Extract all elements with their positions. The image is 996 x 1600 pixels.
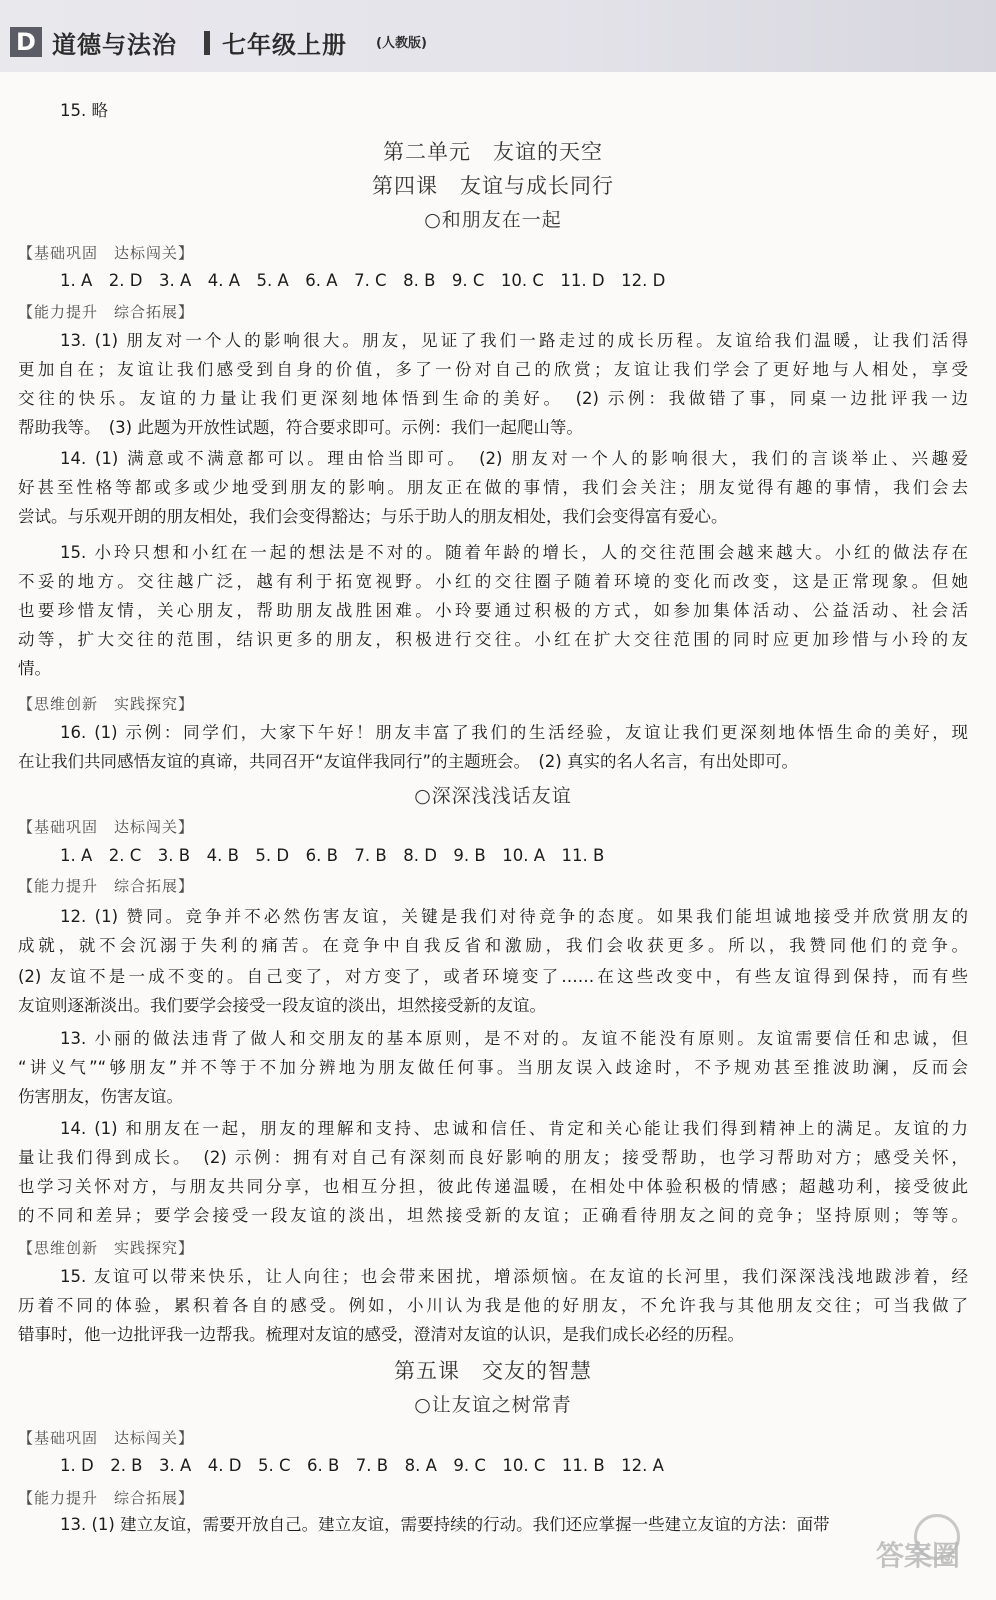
answer-line: 14. (1) 和朋友在一起，朋友的理解和支持、忠诚和信任、肯定和关心能让我们得到精神上的满足。友谊的力 [60,1119,968,1138]
answer-line: 帮助我等。 (3) 此题为开放性试题，符合要求即可。示例：我们一起爬山等。 [18,418,583,437]
answer-line: 15. 略 [60,101,108,120]
answer-line: 15. 小玲只想和小红在一起的想法是不对的。随着年龄的增长，人的交往范围会越来越大。小红的做法存在 [60,543,968,562]
header-divider [204,31,210,55]
answer-line: (2) 友谊不是一成不变的。自己变了，对方变了，或者环境变了……在这些改变中，有些友谊得到保持，而有些 [18,967,968,986]
answer-line: 在让我们共同感悟友谊的真谛，共同召开“友谊伴我同行”的主题班会。 (2) 真实的名人名言，有出处即可。 [18,752,798,771]
section-tag: 【思维创新 实践探究】 [18,1239,195,1257]
answer-line: 情。 [18,659,51,678]
section-title: ○深深浅浅话友谊 [414,785,572,807]
section-title: ○让友谊之树常青 [414,1394,572,1416]
answer-line: 交往的快乐。友谊的力量让我们更深刻地体悟到生命的美好。 (2) 示例：我做错了事，同桌一边批评我一边 [18,389,968,408]
answer-line: 伤害朋友，伤害友谊。 [18,1087,183,1106]
unit-title: 第二单元 友谊的天空 [383,140,603,164]
answer-line: 友谊则逐渐淡出。我们要学会接受一段友谊的淡出，坦然接受新的友谊。 [18,996,546,1015]
section-tag: 【思维创新 实践探究】 [18,695,195,713]
answer-line: 历着不同的体验，累积着各自的感受。例如，小川认为我是他的好朋友，不允许我与其他朋友交往；可当我做了 [18,1296,968,1315]
section-tag: 【能力提升 综合拓展】 [18,303,195,321]
section-tag: 【能力提升 综合拓展】 [18,877,195,895]
answer-line: 也要珍惜友情，关心朋友，帮助朋友战胜困难。小玲要通过积极的方式，如参加集体活动、公益活动、社会活 [18,601,968,620]
answer-line: 动等，扩大交往的范围，结识更多的朋友，积极进行交往。小红在扩大交往范围的同时应更加珍惜与小玲的友 [18,630,968,649]
answer-line: 不妥的地方。交往越广泛，越有利于拓宽视野。小红的交往圈子随着环境的变化而改变，这是正常现象。但她 [18,572,968,591]
answer-line: 15. 友谊可以带来快乐，让人向往；也会带来困扰，增添烦恼。在友谊的长河里，我们深深浅浅地跋涉着，经 [60,1267,968,1286]
answer-line: 16. (1) 示例：同学们，大家下午好！朋友丰富了我们的生活经验，友谊让我们更深刻地体悟生命的美好，现 [60,723,968,742]
answer-line: 14. (1) 满意或不满意都可以。理由恰当即可。 (2) 朋友对一个人的影响很大，我们的言谈举止、兴趣爱 [60,449,968,468]
answer-line: 尝试。与乐观开朗的朋友相处，我们会变得豁达；与乐于助人的朋友相处，我们会变得富有爱心。 [18,507,728,526]
section-tag: 【基础巩固 达标闯关】 [18,1429,195,1447]
page-header [0,0,996,72]
answer-line: 也学习关怀对方，与朋友共同分享，也相互分担，彼此传递温暖，在相处中体验积极的情感；超越功利，接受彼此 [18,1177,968,1196]
subject-badge: D [10,27,42,57]
grade-title: 七年级上册 [222,31,347,59]
answer-line: 错事时，他一边批评我一边帮我。梳理对友谊的感受，澄清对友谊的认识，是我们成长必经的历程。 [18,1325,744,1344]
lesson-title: 第四课 友谊与成长同行 [372,174,614,198]
answer-line: 13. (1) 朋友对一个人的影响很大。朋友，见证了我们一路走过的成长历程。友谊给我们温暖，让我们活得 [60,331,968,350]
answer-line: 12. (1) 赞同。竞争并不必然伤害友谊，关键是我们对待竞争的态度。如果我们能坦诚地接受并欣赏朋友的 [60,907,968,926]
section-title: ○和朋友在一起 [424,209,562,231]
lesson-title: 第五课 交友的智慧 [394,1359,592,1383]
edition-label: (人教版) [376,36,427,51]
answer-line: 13. (1) 建立友谊，需要开放自己。建立友谊，需要持续的行动。我们还应掌握一些建立友谊的方法：面带 [60,1515,830,1534]
answer-line: 的不同和差异；要学会接受一段友谊的淡出，坦然接受新的友谊；正确看待朋友之间的竞争；坚持原则；等等。 [18,1206,968,1225]
answer-line: 更加自在；友谊让我们感受到自身的价值，多了一份对自己的欣赏；友谊让我们学会了更好地与人相处，享受 [18,360,968,379]
section-tag: 【能力提升 综合拓展】 [18,1489,195,1507]
section-tag: 【基础巩固 达标闯关】 [18,244,195,262]
answer-line: 1. A 2. D 3. A 4. A 5. A 6. A 7. C 8. B 9. C 10. C 11. D 12. D [60,271,666,290]
answer-line: 13. 小丽的做法违背了做人和交朋友的基本原则，是不对的。友谊不能没有原则。友谊需要信任和忠诚，但 [60,1029,968,1048]
answer-line: “讲义气”“够朋友”并不等于不加分辨地为朋友做任何事。当朋友误入歧途时，不予规劝甚至推波助澜，反而会 [18,1058,968,1077]
answer-line: 量让我们得到成长。 (2) 示例：拥有对自己有深刻而良好影响的朋友；接受帮助，也学习帮助对方；感受关怀， [18,1148,968,1167]
answer-line: 1. A 2. C 3. B 4. B 5. D 6. B 7. B 8. D 9. B 10. A 11. B [60,846,605,865]
answer-line: 好甚至性格等都或多或少地受到朋友的影响。朋友正在做的事情，我们会关注；朋友觉得有趣的事情，我们会去 [18,478,968,497]
subject-title: 道德与法治 [52,31,177,59]
section-tag: 【基础巩固 达标闯关】 [18,818,195,836]
watermark-logo: 答案圈 [875,1539,960,1572]
answer-line: 1. D 2. B 3. A 4. D 5. C 6. B 7. B 8. A 9. C 10. C 11. B 12. A [60,1456,664,1475]
answer-line: 成就，就不会沉溺于失利的痛苦。在竞争中自我反省和激励，我们会收获更多。所以，我赞同他们的竞争。 [18,936,968,955]
